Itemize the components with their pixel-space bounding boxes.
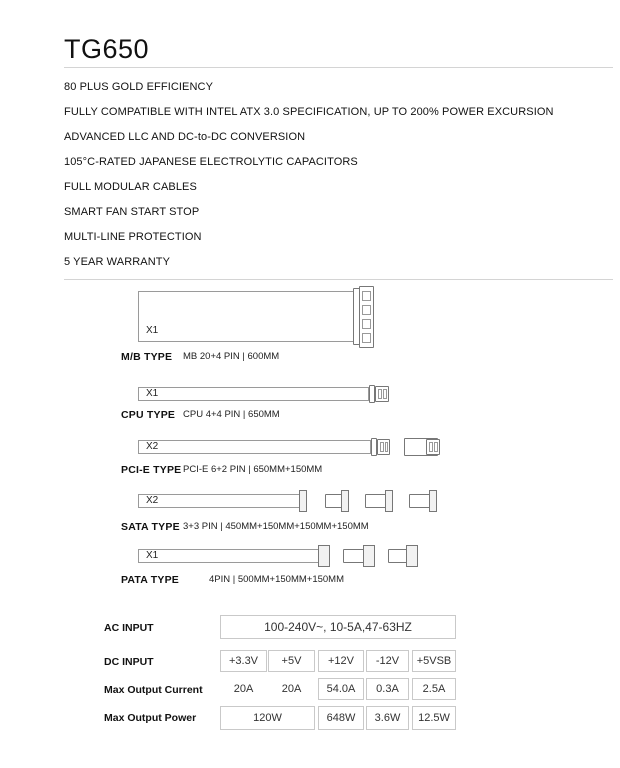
feature-item: SMART FAN START STOP [64, 206, 200, 218]
max-power-cell: 12.5W [412, 706, 456, 730]
mb-cable-spec: MB 20+4 PIN | 600MM [183, 351, 280, 362]
sata-cable-spec: 3+3 PIN | 450MM+150MM+150MM+150MM [183, 521, 369, 532]
divider [64, 279, 613, 280]
feature-item: 105°C-RATED JAPANESE ELECTROLYTIC CAPACITORS [64, 156, 358, 168]
dc-input-cell: +5V [268, 650, 315, 672]
dc-input-label: DC INPUT [104, 656, 154, 668]
pata-cable-type: PATA TYPE [121, 574, 179, 586]
dc-input-cell: +3.3V [220, 650, 267, 672]
sata-cable-type: SATA TYPE [121, 521, 180, 533]
max-current-cell: 54.0A [318, 678, 364, 700]
max-current-cell: 20A [220, 678, 267, 700]
max-current-cell: 0.3A [366, 678, 409, 700]
feature-item: 5 YEAR WARRANTY [64, 256, 171, 268]
pata-cable-qty: X1 [146, 550, 159, 561]
max-current-cell: 2.5A [412, 678, 456, 700]
pata-molex-connector-icon [318, 545, 330, 567]
pata-cable-spec: 4PIN | 500MM+150MM+150MM [209, 574, 344, 585]
cpu-8pin-connector-icon [375, 386, 389, 402]
feature-item: MULTI-LINE PROTECTION [64, 231, 202, 243]
sata-connector-icon [341, 490, 349, 512]
ac-input-label: AC INPUT [104, 622, 154, 634]
feature-item: FULLY COMPATIBLE WITH INTEL ATX 3.0 SPECIFICATION, UP TO 200% POWER EXCURSION [64, 106, 554, 118]
cpu-cable-spec: CPU 4+4 PIN | 650MM [183, 409, 280, 420]
pata-cable-segment [388, 549, 408, 563]
mb-24pin-connector-icon [359, 286, 374, 348]
pcie-cable-type: PCI-E TYPE [121, 464, 182, 476]
max-power-cell: 648W [318, 706, 364, 730]
feature-item: ADVANCED LLC AND DC-to-DC CONVERSION [64, 131, 306, 143]
sata-cable-body [138, 494, 300, 508]
pcie-secondary-connector-icon [426, 439, 440, 455]
sata-connector-icon [429, 490, 437, 512]
max-power-label: Max Output Power [104, 712, 197, 724]
cpu-cable-type: CPU TYPE [121, 409, 176, 421]
dc-input-cell: +5VSB [412, 650, 456, 672]
divider [64, 67, 613, 68]
sata-cable-qty: X2 [146, 495, 159, 506]
cpu-cable-qty: X1 [146, 388, 159, 399]
dc-input-cell: -12V [366, 650, 409, 672]
sata-connector-icon [299, 490, 307, 512]
max-current-label: Max Output Current [104, 684, 203, 696]
pcie-cable-spec: PCI-E 6+2 PIN | 650MM+150MM [183, 464, 323, 475]
cpu-cable-body [138, 387, 369, 401]
product-title: TG650 [64, 34, 150, 64]
pcie-cable-body [138, 440, 371, 454]
sata-connector-icon [385, 490, 393, 512]
mb-cable-qty: X1 [146, 325, 159, 336]
pata-molex-connector-icon [406, 545, 418, 567]
max-power-cell: 3.6W [366, 706, 409, 730]
dc-input-cell: +12V [318, 650, 364, 672]
feature-item: 80 PLUS GOLD EFFICIENCY [64, 81, 214, 93]
pata-cable-body [138, 549, 320, 563]
pata-molex-connector-icon [363, 545, 375, 567]
mb-cable-body [138, 291, 354, 342]
pcie-cable-qty: X2 [146, 441, 159, 452]
max-power-cell: 120W [220, 706, 315, 730]
sata-cable-segment [409, 494, 431, 508]
pcie-connector-icon [377, 439, 390, 455]
mb-cable-type: M/B TYPE [121, 351, 173, 363]
sata-cable-segment [365, 494, 387, 508]
pata-cable-segment [343, 549, 365, 563]
ac-input-value: 100-240V~, 10-5A,47-63HZ [220, 615, 456, 639]
max-current-cell: 20A [268, 678, 315, 700]
feature-item: FULL MODULAR CABLES [64, 181, 197, 193]
